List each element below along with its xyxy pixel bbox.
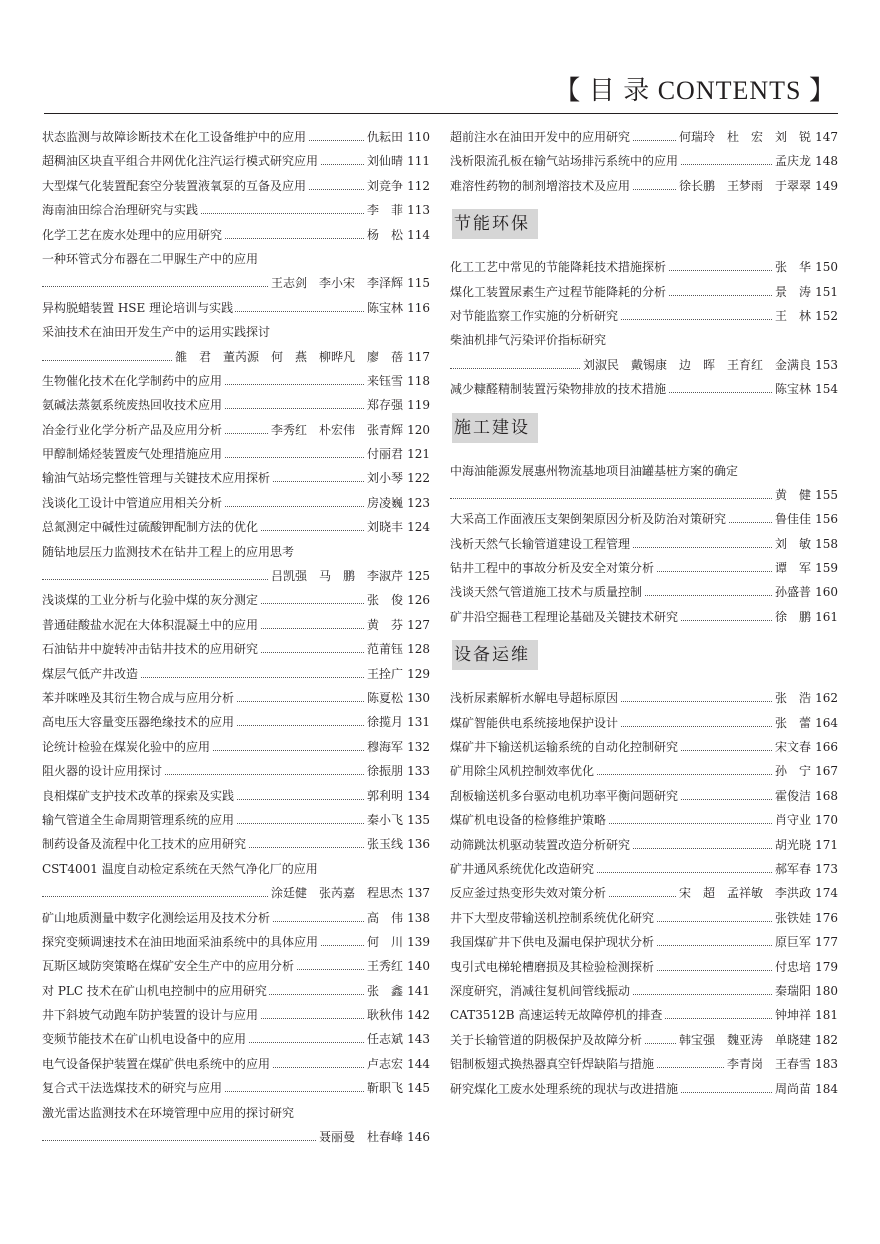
toc-entry bbox=[450, 507, 838, 531]
entry-author: 徐振朋 bbox=[365, 759, 403, 783]
entry-page-number: 140 bbox=[404, 954, 430, 978]
entry-author: 穆海军 bbox=[365, 735, 403, 759]
entry-page-number: 139 bbox=[404, 930, 430, 954]
entry-page-number: 110 bbox=[404, 125, 430, 149]
entry-author: 李秀红 朴宏伟 张青辉 bbox=[269, 418, 403, 442]
toc-entry bbox=[42, 832, 430, 856]
toc-entry bbox=[450, 605, 838, 629]
entry-author: 郑存强 bbox=[365, 393, 403, 417]
entry-page-number: 152 bbox=[812, 304, 838, 328]
entry-title: 冶金行业化学分析产品及应用分析 bbox=[42, 418, 224, 442]
toc-entry bbox=[42, 881, 430, 905]
entry-title: 输油气站场完整性管理与关键技术应用探析 bbox=[42, 466, 272, 490]
entry-author: 郝军春 bbox=[773, 857, 811, 881]
entry-page-number: 179 bbox=[812, 955, 838, 979]
entry-page-number: 149 bbox=[812, 174, 838, 198]
toc-entry bbox=[450, 955, 838, 979]
entry-author: 付忠培 bbox=[773, 955, 811, 979]
toc-entry bbox=[42, 1003, 430, 1027]
entry-title: 矿井通风系统优化改造研究 bbox=[450, 857, 596, 881]
toc-entry bbox=[450, 1003, 838, 1027]
entry-author: 宋 超 孟祥敏 李洪政 bbox=[677, 881, 811, 905]
toc-entry bbox=[42, 954, 430, 978]
entry-title: 甲醇制烯烃装置废气处理措施应用 bbox=[42, 442, 224, 466]
entry-title: 随钻地层压力监测技术在钻井工程上的应用思考 bbox=[42, 540, 296, 564]
entry-title: 矿用除尘风机控制效率优化 bbox=[450, 759, 596, 783]
entry-author: 黄 健 bbox=[773, 483, 811, 507]
toc-entry bbox=[42, 564, 430, 588]
entry-title: 曳引式电梯轮槽磨损及其检验检测探析 bbox=[450, 955, 656, 979]
entry-page-number: 182 bbox=[812, 1028, 838, 1052]
entry-page-number: 164 bbox=[812, 711, 838, 735]
entry-author: 吕凯强 马 鹏 李淑芹 bbox=[269, 564, 403, 588]
toc-entry bbox=[450, 979, 838, 1003]
entry-title: 煤矿机电设备的检修维护策略 bbox=[450, 808, 608, 832]
entry-page-number: 173 bbox=[812, 857, 838, 881]
entry-author: 张 蕾 bbox=[773, 711, 811, 735]
entry-page-number: 148 bbox=[812, 149, 838, 173]
toc-entry bbox=[450, 280, 838, 304]
entry-page-number: 151 bbox=[812, 280, 838, 304]
entry-page-number: 183 bbox=[812, 1052, 838, 1076]
entry-title: 海南油田综合治理研究与实践 bbox=[42, 198, 200, 222]
entry-author: 周尚苗 bbox=[773, 1077, 811, 1101]
entry-author: 孙盛普 bbox=[773, 580, 811, 604]
entry-author: 来钰雪 bbox=[365, 369, 403, 393]
entry-title: 大采高工作面液压支架倒架原因分析及防治对策研究 bbox=[450, 507, 728, 531]
entry-author: 李 菲 bbox=[365, 198, 403, 222]
entry-title: 电气设备保护装置在煤矿供电系统中的应用 bbox=[42, 1052, 272, 1076]
entry-author: 王志剑 李小宋 李泽辉 bbox=[269, 271, 403, 295]
entry-author: 刘小琴 bbox=[365, 466, 403, 490]
entry-title: 浅析天然气长输管道建设工程管理 bbox=[450, 532, 632, 556]
toc-entry bbox=[450, 857, 838, 881]
entry-title: 氨碱法蒸氨系统废热回收技术应用 bbox=[42, 393, 224, 417]
entry-author: 张铁娃 bbox=[773, 906, 811, 930]
entry-title: 生物催化技术在化学制药中的应用 bbox=[42, 369, 224, 393]
entry-title: 我国煤矿井下供电及漏电保护现状分析 bbox=[450, 930, 656, 954]
entry-title: 中海油能源发展惠州物流基地项目油罐基桩方案的确定 bbox=[450, 459, 740, 483]
toc-entry bbox=[42, 198, 430, 222]
entry-author: 杨 松 bbox=[365, 223, 403, 247]
toc-entry bbox=[42, 466, 430, 490]
entry-page-number: 177 bbox=[812, 930, 838, 954]
toc-entry bbox=[42, 637, 430, 661]
entry-author: 肖守业 bbox=[773, 808, 811, 832]
entry-title: 深度研究，消减往复机间管线振动 bbox=[450, 979, 632, 1003]
entry-page-number: 161 bbox=[812, 605, 838, 629]
entry-author: 王 林 bbox=[773, 304, 811, 328]
entry-title: 浅析限流孔板在输气站场排污系统中的应用 bbox=[450, 149, 680, 173]
toc-entry bbox=[42, 588, 430, 612]
entry-author: 韩宝强 魏亚涛 单晓建 bbox=[677, 1028, 811, 1052]
entry-page-number: 118 bbox=[404, 369, 430, 393]
entry-author: 张 鑫 bbox=[365, 979, 403, 1003]
toc-entry bbox=[42, 247, 430, 271]
entry-title: 关于长输管道的阴极保护及故障分析 bbox=[450, 1028, 644, 1052]
contents-title: 【 目 录 CONTENTS 】 bbox=[554, 76, 836, 105]
entry-title: 状态监测与故障诊断技术在化工设备维护中的应用 bbox=[42, 125, 308, 149]
toc-entry bbox=[42, 296, 430, 320]
section-heading bbox=[450, 629, 838, 686]
toc-entry bbox=[42, 930, 430, 954]
entry-page-number: 176 bbox=[812, 906, 838, 930]
entry-title: 煤化工装置尿素生产过程节能降耗的分析 bbox=[450, 280, 668, 304]
entry-title: CAT3512B 高速运转无故障停机的排查 bbox=[450, 1003, 664, 1027]
entry-author: 陈夏松 bbox=[365, 686, 403, 710]
entry-page-number: 129 bbox=[404, 662, 430, 686]
toc-entry bbox=[450, 1077, 838, 1101]
entry-page-number: 116 bbox=[404, 296, 430, 320]
entry-page-number: 114 bbox=[404, 223, 430, 247]
section-heading bbox=[450, 402, 838, 459]
toc-entry bbox=[42, 1101, 430, 1125]
entry-page-number: 132 bbox=[404, 735, 430, 759]
entry-author: 原巨军 bbox=[773, 930, 811, 954]
toc-entry bbox=[42, 686, 430, 710]
entry-page-number: 138 bbox=[404, 906, 430, 930]
entry-title: 大型煤气化装置配套空分装置液氧泵的互备及应用 bbox=[42, 174, 308, 198]
toc-entry bbox=[42, 491, 430, 515]
entry-author: 何 川 bbox=[365, 930, 403, 954]
toc-entry bbox=[42, 784, 430, 808]
entry-author: 秦瑞阳 bbox=[773, 979, 811, 1003]
entry-page-number: 121 bbox=[404, 442, 430, 466]
entry-page-number: 113 bbox=[404, 198, 430, 222]
entry-title: 矿井沿空掘巷工程理论基础及关键技术研究 bbox=[450, 605, 680, 629]
entry-page-number: 119 bbox=[404, 393, 430, 417]
entry-title: 制药设备及流程中化工技术的应用研究 bbox=[42, 832, 248, 856]
entry-author: 谭 军 bbox=[773, 556, 811, 580]
toc-right-column bbox=[450, 125, 838, 1101]
entry-author: 雒 君 董芮源 何 燕 柳晔凡 廖 蓓 bbox=[173, 345, 403, 369]
entry-author: 陈宝林 bbox=[365, 296, 403, 320]
entry-page-number: 150 bbox=[812, 255, 838, 279]
toc-entry bbox=[450, 353, 838, 377]
entry-page-number: 162 bbox=[812, 686, 838, 710]
entry-title: 变频节能技术在矿山机电设备中的应用 bbox=[42, 1027, 248, 1051]
entry-title: 动筛跳汰机驱动装置改造分析研究 bbox=[450, 833, 632, 857]
entry-author: 刘竞争 bbox=[365, 174, 403, 198]
toc-entry bbox=[42, 1027, 430, 1051]
section-label: 节能环保 bbox=[452, 209, 538, 239]
entry-page-number: 171 bbox=[812, 833, 838, 857]
entry-page-number: 143 bbox=[404, 1027, 430, 1051]
entry-page-number: 120 bbox=[404, 418, 430, 442]
toc-entry bbox=[450, 580, 838, 604]
entry-page-number: 181 bbox=[812, 1003, 838, 1027]
page-header bbox=[0, 0, 880, 118]
entry-author: 胡光晓 bbox=[773, 833, 811, 857]
entry-author: 卢志宏 bbox=[365, 1052, 403, 1076]
entry-author: 张 俊 bbox=[365, 588, 403, 612]
toc-entry bbox=[450, 483, 838, 507]
entry-title: 对 PLC 技术在矿山机电控制中的应用研究 bbox=[42, 979, 269, 1003]
entry-page-number: 131 bbox=[404, 710, 430, 734]
entry-title: 石油钻井中旋转冲击钻井技术的应用研究 bbox=[42, 637, 260, 661]
toc-entry bbox=[450, 556, 838, 580]
entry-author: 宋文春 bbox=[773, 735, 811, 759]
entry-author: 张玉线 bbox=[365, 832, 403, 856]
toc-entry bbox=[450, 759, 838, 783]
entry-page-number: 128 bbox=[404, 637, 430, 661]
entry-author: 刘淑民 戴锡康 边 晖 王育红 金满良 bbox=[581, 353, 811, 377]
entry-author: 房凌巍 bbox=[365, 491, 403, 515]
entry-title: 一种环管式分布器在二甲脲生产中的应用 bbox=[42, 247, 260, 271]
toc-entry bbox=[450, 459, 838, 483]
entry-page-number: 112 bbox=[404, 174, 430, 198]
toc-entry bbox=[42, 906, 430, 930]
toc-entry bbox=[42, 125, 430, 149]
entry-page-number: 136 bbox=[404, 832, 430, 856]
toc-entry bbox=[450, 1052, 838, 1076]
entry-title: 采油技术在油田开发生产中的运用实践探讨 bbox=[42, 320, 272, 344]
entry-title: 激光雷达监测技术在环境管理中应用的探讨研究 bbox=[42, 1101, 296, 1125]
entry-author: 陈宝林 bbox=[773, 377, 811, 401]
entry-title: 超稠油区块直平组合井网优化注汽运行模式研究应用 bbox=[42, 149, 320, 173]
entry-author: 孙 宁 bbox=[773, 759, 811, 783]
toc-entry bbox=[450, 149, 838, 173]
entry-author: 徐揽月 bbox=[365, 710, 403, 734]
entry-author: 景 涛 bbox=[773, 280, 811, 304]
toc-entry bbox=[42, 174, 430, 198]
entry-page-number: 127 bbox=[404, 613, 430, 637]
entry-title: 减少糠醛精制装置污染物排放的技术措施 bbox=[450, 377, 668, 401]
entry-page-number: 115 bbox=[404, 271, 430, 295]
toc-entry bbox=[450, 532, 838, 556]
entry-page-number: 123 bbox=[404, 491, 430, 515]
entry-title: 高电压大容量变压器绝缘技术的应用 bbox=[42, 710, 236, 734]
entry-author: 秦小飞 bbox=[365, 808, 403, 832]
entry-author: 何瑞玲 杜 宏 刘 锐 bbox=[677, 125, 811, 149]
entry-page-number: 158 bbox=[812, 532, 838, 556]
toc-entry bbox=[450, 881, 838, 905]
entry-author: 徐长鹏 王梦雨 于翠翠 bbox=[677, 174, 811, 198]
entry-title: 煤矿井下输送机运输系统的自动化控制研究 bbox=[450, 735, 680, 759]
entry-author: 刘晓丰 bbox=[365, 515, 403, 539]
entry-author: 仇耘田 bbox=[365, 125, 403, 149]
entry-author: 徐 鹏 bbox=[773, 605, 811, 629]
entry-author: 耿秋伟 bbox=[365, 1003, 403, 1027]
entry-title: 浅谈化工设计中管道应用相关分析 bbox=[42, 491, 224, 515]
entry-title: 柴油机排气污染评价指标研究 bbox=[450, 328, 608, 352]
entry-author: 钟坤祥 bbox=[773, 1003, 811, 1027]
toc-entry bbox=[450, 735, 838, 759]
toc-entry bbox=[42, 662, 430, 686]
toc-entry bbox=[42, 393, 430, 417]
entry-title: 研究煤化工废水处理系统的现状与改进措施 bbox=[450, 1077, 680, 1101]
entry-title: 难溶性药物的制剂增溶技术及应用 bbox=[450, 174, 632, 198]
entry-author: 聂丽曼 杜春峰 bbox=[317, 1125, 403, 1149]
entry-page-number: 124 bbox=[404, 515, 430, 539]
entry-page-number: 166 bbox=[812, 735, 838, 759]
toc-entry bbox=[42, 442, 430, 466]
entry-page-number: 168 bbox=[812, 784, 838, 808]
entry-title: 矿山地质测量中数字化测绘运用及技术分析 bbox=[42, 906, 272, 930]
entry-page-number: 156 bbox=[812, 507, 838, 531]
entry-author: 涂廷健 张芮嘉 程思杰 bbox=[269, 881, 403, 905]
toc-entry bbox=[42, 271, 430, 295]
entry-title: 钻井工程中的事故分析及安全对策分析 bbox=[450, 556, 656, 580]
entry-page-number: 184 bbox=[812, 1077, 838, 1101]
toc-entry bbox=[450, 808, 838, 832]
entry-title: 浅谈天然气管道施工技术与质量控制 bbox=[450, 580, 644, 604]
entry-title: 浅析尿素解析水解电导超标原因 bbox=[450, 686, 620, 710]
entry-title: 瓦斯区域防突策略在煤矿安全生产中的应用分析 bbox=[42, 954, 296, 978]
entry-page-number: 153 bbox=[812, 353, 838, 377]
toc-entry bbox=[450, 784, 838, 808]
entry-page-number: 142 bbox=[404, 1003, 430, 1027]
entry-author: 黄 芬 bbox=[365, 613, 403, 637]
entry-title: 井下斜坡气动跑车防护装置的设计与应用 bbox=[42, 1003, 260, 1027]
toc-entry bbox=[42, 735, 430, 759]
dot-leader bbox=[450, 498, 810, 499]
entry-author: 张 浩 bbox=[773, 686, 811, 710]
toc-entry bbox=[42, 1076, 430, 1100]
entry-page-number: 180 bbox=[812, 979, 838, 1003]
entry-page-number: 160 bbox=[812, 580, 838, 604]
entry-page-number: 117 bbox=[404, 345, 430, 369]
entry-page-number: 135 bbox=[404, 808, 430, 832]
entry-title: 浅谈煤的工业分析与化验中煤的灰分测定 bbox=[42, 588, 260, 612]
entry-author: 鲁佳佳 bbox=[773, 507, 811, 531]
entry-title: 煤层气低产井改造 bbox=[42, 662, 140, 686]
entry-author: 高 伟 bbox=[365, 906, 403, 930]
section-heading bbox=[450, 198, 838, 255]
toc-entry bbox=[450, 906, 838, 930]
entry-page-number: 174 bbox=[812, 881, 838, 905]
entry-author: 霍俊洁 bbox=[773, 784, 811, 808]
entry-page-number: 167 bbox=[812, 759, 838, 783]
entry-title: 异构脱蜡装置 HSE 理论培训与实践 bbox=[42, 296, 235, 320]
entry-title: 煤矿智能供电系统接地保护设计 bbox=[450, 711, 620, 735]
toc-entry bbox=[42, 613, 430, 637]
entry-title: CST4001 温度自动检定系统在天然气净化厂的应用 bbox=[42, 857, 320, 881]
toc-entry bbox=[42, 515, 430, 539]
toc-entry bbox=[42, 320, 430, 344]
entry-title: 良相煤矿支护技术改革的探索及实践 bbox=[42, 784, 236, 808]
entry-author: 孟庆龙 bbox=[773, 149, 811, 173]
entry-author: 任志斌 bbox=[365, 1027, 403, 1051]
entry-author: 付丽君 bbox=[365, 442, 403, 466]
toc-entry bbox=[42, 345, 430, 369]
toc-entry bbox=[450, 328, 838, 352]
entry-page-number: 122 bbox=[404, 466, 430, 490]
entry-title: 对节能监察工作实施的分析研究 bbox=[450, 304, 620, 328]
section-label: 施工建设 bbox=[452, 413, 538, 443]
entry-page-number: 170 bbox=[812, 808, 838, 832]
toc-entry bbox=[450, 125, 838, 149]
toc-entry bbox=[42, 418, 430, 442]
entry-title: 超前注水在油田开发中的应用研究 bbox=[450, 125, 632, 149]
entry-author: 李青岗 王春雪 bbox=[725, 1052, 811, 1076]
entry-author: 靳职飞 bbox=[365, 1076, 403, 1100]
entry-page-number: 111 bbox=[404, 149, 430, 173]
entry-title: 苯并咪唑及其衍生物合成与应用分析 bbox=[42, 686, 236, 710]
toc-entry bbox=[450, 377, 838, 401]
toc-entry bbox=[42, 149, 430, 173]
toc-entry bbox=[42, 1052, 430, 1076]
entry-author: 王拴广 bbox=[365, 662, 403, 686]
toc-left-column bbox=[42, 125, 430, 1149]
entry-author: 张 华 bbox=[773, 255, 811, 279]
entry-page-number: 159 bbox=[812, 556, 838, 580]
toc-entry bbox=[450, 174, 838, 198]
toc-entry bbox=[450, 686, 838, 710]
toc-entry bbox=[450, 255, 838, 279]
entry-title: 复合式干法选煤技术的研究与应用 bbox=[42, 1076, 224, 1100]
entry-title: 反应釜过热变形失效对策分析 bbox=[450, 881, 608, 905]
header-rule bbox=[44, 113, 838, 114]
entry-page-number: 146 bbox=[404, 1125, 430, 1149]
entry-page-number: 130 bbox=[404, 686, 430, 710]
toc-entry bbox=[450, 304, 838, 328]
toc-entry bbox=[42, 369, 430, 393]
toc-entry bbox=[42, 808, 430, 832]
toc-entry bbox=[42, 710, 430, 734]
entry-title: 铝制板翅式换热器真空钎焊缺陷与措施 bbox=[450, 1052, 656, 1076]
entry-title: 总氮测定中碱性过硫酸钾配制方法的优化 bbox=[42, 515, 260, 539]
entry-page-number: 137 bbox=[404, 881, 430, 905]
toc-entry bbox=[450, 833, 838, 857]
entry-page-number: 144 bbox=[404, 1052, 430, 1076]
entry-title: 普通硅酸盐水泥在大体积混凝土中的应用 bbox=[42, 613, 260, 637]
entry-page-number: 134 bbox=[404, 784, 430, 808]
toc-entry bbox=[450, 1028, 838, 1052]
entry-author: 范莆钰 bbox=[365, 637, 403, 661]
entry-title: 论统计检验在煤炭化验中的应用 bbox=[42, 735, 212, 759]
entry-author: 王秀红 bbox=[365, 954, 403, 978]
section-label: 设备运维 bbox=[452, 640, 538, 670]
entry-page-number: 125 bbox=[404, 564, 430, 588]
toc-entry bbox=[42, 540, 430, 564]
toc-entry bbox=[42, 1125, 430, 1149]
entry-page-number: 155 bbox=[812, 483, 838, 507]
entry-author: 郭利明 bbox=[365, 784, 403, 808]
entry-page-number: 126 bbox=[404, 588, 430, 612]
entry-title: 刮板输送机多台驱动电机功率平衡问题研究 bbox=[450, 784, 680, 808]
entry-author: 刘 敏 bbox=[773, 532, 811, 556]
toc-entry bbox=[42, 759, 430, 783]
entry-page-number: 147 bbox=[812, 125, 838, 149]
entry-author: 刘仙晴 bbox=[365, 149, 403, 173]
toc-entry bbox=[42, 223, 430, 247]
toc-entry bbox=[450, 711, 838, 735]
entry-title: 探究变频调速技术在油田地面采油系统中的具体应用 bbox=[42, 930, 320, 954]
entry-title: 阻火器的设计应用探讨 bbox=[42, 759, 164, 783]
toc-entry bbox=[450, 930, 838, 954]
toc-entry bbox=[42, 979, 430, 1003]
entry-title: 化学工艺在废水处理中的应用研究 bbox=[42, 223, 224, 247]
toc-entry bbox=[42, 857, 430, 881]
entry-title: 输气管道全生命周期管理系统的应用 bbox=[42, 808, 236, 832]
entry-page-number: 145 bbox=[404, 1076, 430, 1100]
entry-page-number: 154 bbox=[812, 377, 838, 401]
entry-title: 井下大型皮带输送机控制系统优化研究 bbox=[450, 906, 656, 930]
entry-page-number: 141 bbox=[404, 979, 430, 1003]
entry-page-number: 133 bbox=[404, 759, 430, 783]
entry-title: 化工工艺中常见的节能降耗技术措施探析 bbox=[450, 255, 668, 279]
